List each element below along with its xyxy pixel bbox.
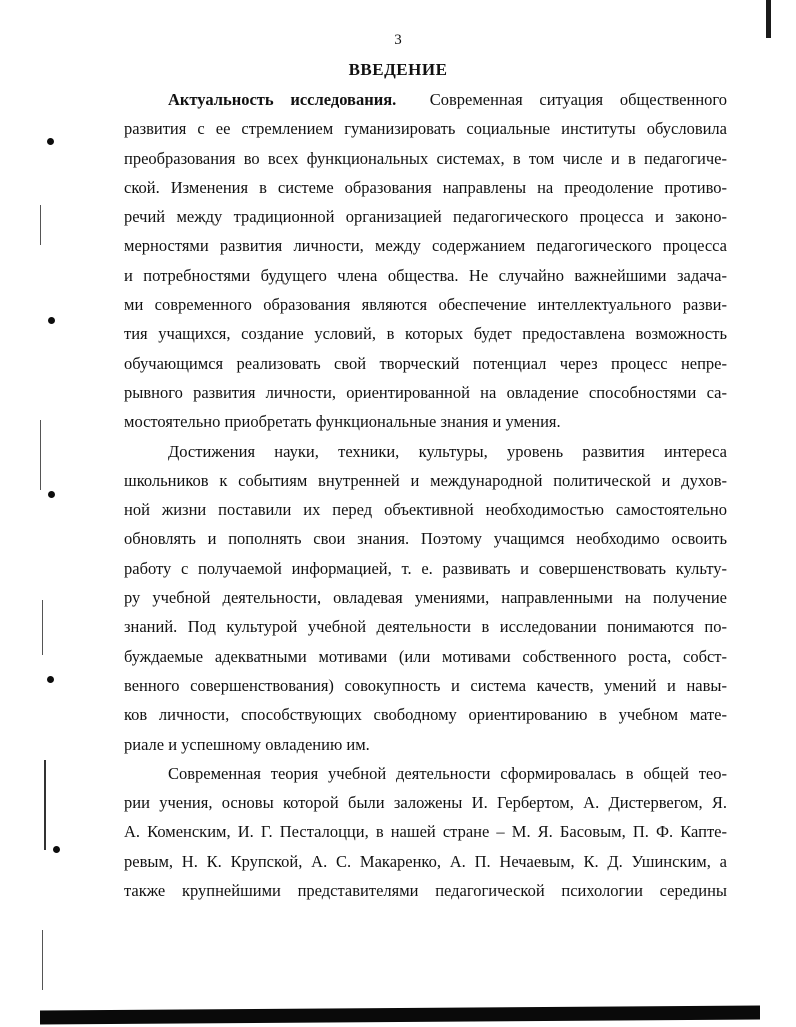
text-line: мостоятельно приобретать функциональные знания и умения. xyxy=(124,412,561,432)
text-line: Актуальность исследования. Современная ситуация общественного xyxy=(168,90,728,109)
body-text xyxy=(124,85,727,905)
text-line: Достижения науки, техники, культуры, уровень развития интереса xyxy=(168,441,727,461)
text-line: тия учащихся, создание условий, в которых будет предоставлена возможность xyxy=(124,324,727,344)
text-line: ми современного образования являются обеспечение интеллектуального разви- xyxy=(124,295,727,315)
text-line: буждаемые адекватными мотивами (или мотивами собственного роста, собст- xyxy=(124,646,727,666)
text-line: ревым, Н. К. Крупской, А. С. Макаренко, А. П. Нечаевым, К. Д. Ушинским, а xyxy=(124,851,727,871)
binding-dot xyxy=(53,846,60,853)
scan-margin-mark xyxy=(40,205,41,245)
paragraph-lead: Актуальность исследования. xyxy=(168,90,397,109)
section-title: ВВЕДЕНИЕ xyxy=(348,60,448,79)
binding-dot xyxy=(47,676,54,683)
text-line: развития с ее стремлением гуманизировать социальные институты обусловила xyxy=(124,119,727,139)
text-line: обновлять и пополнять свои знания. Поэтому учащимся необходимо освоить xyxy=(124,529,727,549)
scan-margin-mark xyxy=(42,600,43,655)
scan-margin-mark xyxy=(40,420,41,490)
text-line: рии учения, основы которой были заложены И. Гербертом, А. Дистервегом, Я. xyxy=(124,793,727,813)
text-line: ской. Изменения в системе образования направлены на преодоление противо- xyxy=(124,177,727,197)
text-line: школьников к событиям внутренней и международной политической и духов- xyxy=(124,470,727,490)
page-number: 3 xyxy=(394,32,402,48)
text-line: венного совершенствования) совокупность и система качеств, умений и навы- xyxy=(124,675,727,695)
binding-dot xyxy=(48,491,55,498)
text-line: обучающимся реализовать свой творческий потенциал через процесс непре- xyxy=(124,353,727,373)
binding-dot xyxy=(47,138,54,145)
text-line: Современная теория учебной деятельности сформировалась в общей тео- xyxy=(168,763,727,783)
text-line: ру учебной деятельности, овладевая умениями, направленными на получение xyxy=(124,588,727,608)
text-line: речий между традиционной организацией педагогического процесса и законо- xyxy=(124,207,727,227)
scan-bottom-edge xyxy=(40,1005,760,1024)
scan-margin-mark xyxy=(42,930,43,990)
text-line: А. Коменским, И. Г. Песталоцци, в нашей стране – М. Я. Басовым, П. Ф. Капте- xyxy=(124,822,727,842)
text-line: и потребностями будущего члена общества. Не случайно важнейшими задача- xyxy=(124,265,727,285)
text-line: ной жизни поставили их перед объективной необходимостью самостоятельно xyxy=(124,500,727,520)
text-line: также крупнейшими представителями педагогической психологии середины xyxy=(124,881,727,901)
binding-dot xyxy=(48,317,55,324)
text-line: рывного развития личности, ориентированной на овладение способностями са- xyxy=(124,382,727,402)
scan-margin-mark xyxy=(44,760,46,850)
text-line: риале и успешному овладению им. xyxy=(124,734,370,754)
text-line: преобразования во всех функциональных системах, в том числе и в педагогиче- xyxy=(124,148,727,168)
text-line: мерностями развития личности, между содержанием педагогического процесса xyxy=(124,236,727,256)
text-line: ков личности, способствующих свободному ориентированию в учебном мате- xyxy=(124,705,727,725)
text-line: работу с получаемой информацией, т. е. развивать и совершенствовать культу- xyxy=(124,558,727,578)
text-line: знаний. Под культурой учебной деятельности в исследовании понимаются по- xyxy=(124,617,727,637)
